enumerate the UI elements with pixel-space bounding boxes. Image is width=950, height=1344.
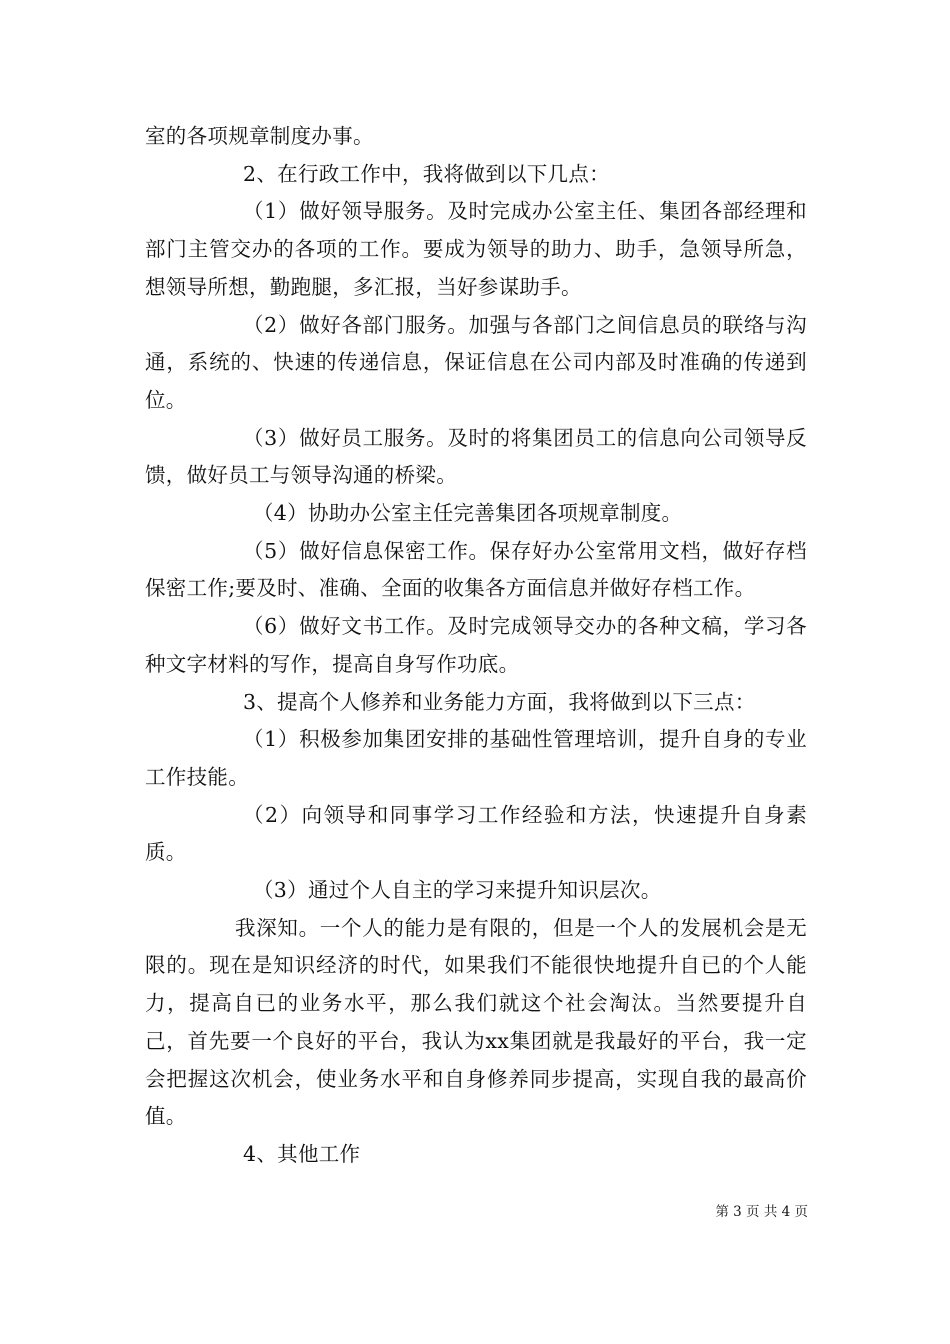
list-item-2-3: （3）做好员工服务。及时的将集团员工的信息向公司领导反馈，做好员工与领导沟通的桥梁。	[145, 425, 807, 488]
paragraph-continuation: 室的各项规章制度办事。	[145, 124, 374, 148]
list-item-2-1: （1）做好领导服务。及时完成办公室主任、集团各部经理和部门主管交办的各项的工作。要成为领导的助力、助手，急领导所急，想领导所想，勤跑腿，多汇报，当好参谋助手。	[145, 199, 807, 299]
list-item-2-4: （4）协助办公室主任完善集团各项规章制度。	[253, 501, 683, 526]
list-item-3-3: （3）通过个人自主的学习来提升知识层次。	[253, 878, 662, 903]
document-body	[145, 118, 807, 1174]
body-paragraph: 我深知。一个人的能力是有限的，但是一个人的发展机会是无限的。现在是知识经济的时代，如果我们不能很快地提升自已的个人能力，提高自已的业务水平，那么我们就这个社会淘汰。当然要提升自己，首先要一个良好的平台，我认为xx集团就是我最好的平台，我一定会把握这次机会，使业务水平和自身修养同步提高，实现自我的最高价值。	[145, 915, 807, 1129]
list-item-2-2: （2）做好各部门服务。加强与各部门之间信息员的联络与沟通，系统的、快速的传递信息，保证信息在公司内部及时准确的传递到位。	[145, 312, 807, 412]
list-item-3-2: （2）向领导和同事学习工作经验和方法，快速提升自身素质。	[145, 802, 807, 865]
list-item-2-6: （6）做好文书工作。及时完成领导交办的各种文稿，学习各种文字材料的写作，提高自身写作功底。	[145, 614, 807, 676]
section-heading-2: 2、在行政工作中，我将做到以下几点：	[243, 161, 610, 186]
page-number-footer: 第 3 页 共 4 页	[715, 1204, 808, 1220]
section-heading-3: 3、提高个人修养和业务能力方面，我将做到以下三点：	[243, 689, 756, 714]
section-heading-4: 4、其他工作	[243, 1141, 361, 1166]
list-item-3-1: （1）积极参加集团安排的基础性管理培训，提升自身的专业工作技能。	[145, 727, 807, 789]
list-item-2-5: （5）做好信息保密工作。保存好办公室常用文档，做好存档保密工作;要及时、准确、全面的收集各方面信息并做好存档工作。	[145, 538, 807, 601]
